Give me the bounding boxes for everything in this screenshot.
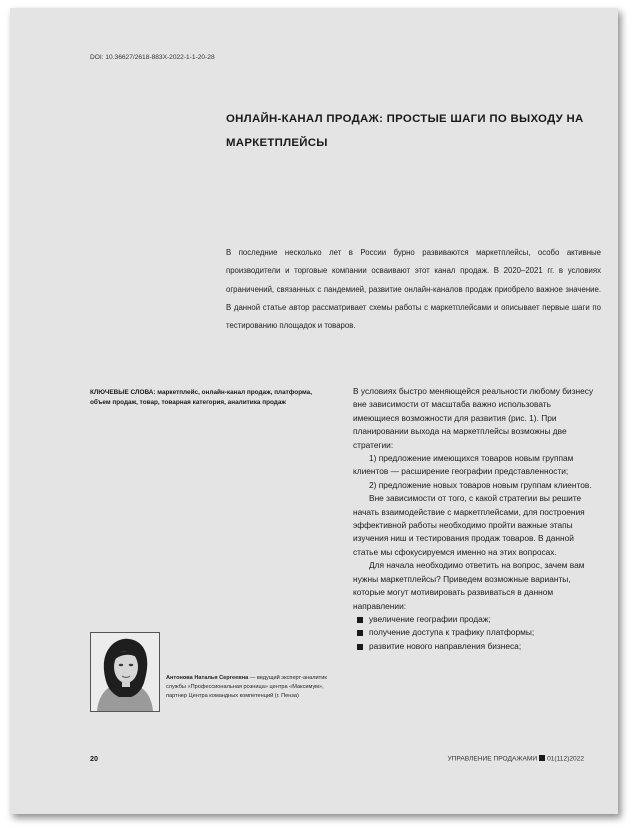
author-photo	[90, 632, 160, 712]
article-title: ОНЛАЙН-КАНАЛ ПРОДАЖ: ПРОСТЫЕ ШАГИ ПО ВЫХОДУ НА МАРКЕТПЛЕЙСЫ	[226, 113, 584, 149]
article-abstract: В последние несколько лет в России бурно развиваются маркетплейсы, особо активные производители и торговые компании осваивают этот канал продаж. В 2020–2021 гг. в условиях ограничений, связанных с пандемией, развитие онлайн-каналов продаж приобрело важное значение. В данной статье автор рассматривает схемы работы с маркетплейсами и описывает первые шаги по тестированию площадок и товаров.	[226, 248, 601, 331]
author-portrait-image	[91, 633, 159, 711]
doi-line: DOI: 10.36627/2618-883X-2022-1-1-20-28	[90, 54, 215, 61]
author-name: Антонова Наталья Сергеевна	[166, 675, 249, 681]
journal-name: УПРАВЛЕНИЕ ПРОДАЖАМИ	[447, 755, 538, 763]
body-column	[353, 385, 596, 653]
author-info	[166, 674, 336, 700]
square-separator-icon	[539, 755, 545, 761]
list-item: увеличение географии продаж;	[353, 613, 596, 626]
strategy-item: 1) предложение имеющихся товаров новым группам клиентов — расширение географии представленности;	[353, 453, 574, 477]
strategy-item: 2) предложение новых товаров новым группам клиентов.	[369, 479, 592, 490]
journal-page	[10, 8, 618, 814]
list-item: получение доступа к трафику платформы;	[353, 626, 596, 639]
motivation-list	[353, 613, 596, 653]
list-item: развитие нового направления бизнеса;	[353, 640, 596, 653]
keywords-text: маркетплейс, онлайн-канал продаж, платформа, объем продаж, товар, товарная категория, аналитика продаж	[90, 389, 312, 407]
body-paragraph: Вне зависимости от того, с какой стратегии вы решите начать взаимодействие с маркетплейсами, для построения эффективной работы необходимо пройти важные этапы изучения ниш и тестирования продаж товаров. В данной статье мы сфокусируемся именно на этих вопросах.	[353, 493, 585, 557]
author-bio: — ведущий эксперт-аналитик службы «Профессиональная розница» центра «Максимум», партнер Центра командных компетенций (г. Пенза)	[166, 675, 327, 699]
running-head	[447, 755, 584, 763]
body-paragraph: В условиях быстро меняющейся реальности любому бизнесу вне зависимости от масштаба важно использовать имеющиеся возможности для развития (рис. 1). При планировании выхода на маркетплейсы возможны две стратегии:	[353, 386, 594, 450]
page-number: 20	[90, 754, 98, 763]
body-paragraph: Для начала необходимо ответить на вопрос, зачем вам нужны маркетплейсы? Приведем возможные варианты, которые могут мотивировать развиваться в данном направлении:	[353, 560, 585, 611]
keywords-block	[90, 388, 315, 409]
issue-number: 01(112)2022	[547, 755, 584, 763]
keywords-label: КЛЮЧЕВЫЕ СЛОВА:	[90, 389, 156, 396]
